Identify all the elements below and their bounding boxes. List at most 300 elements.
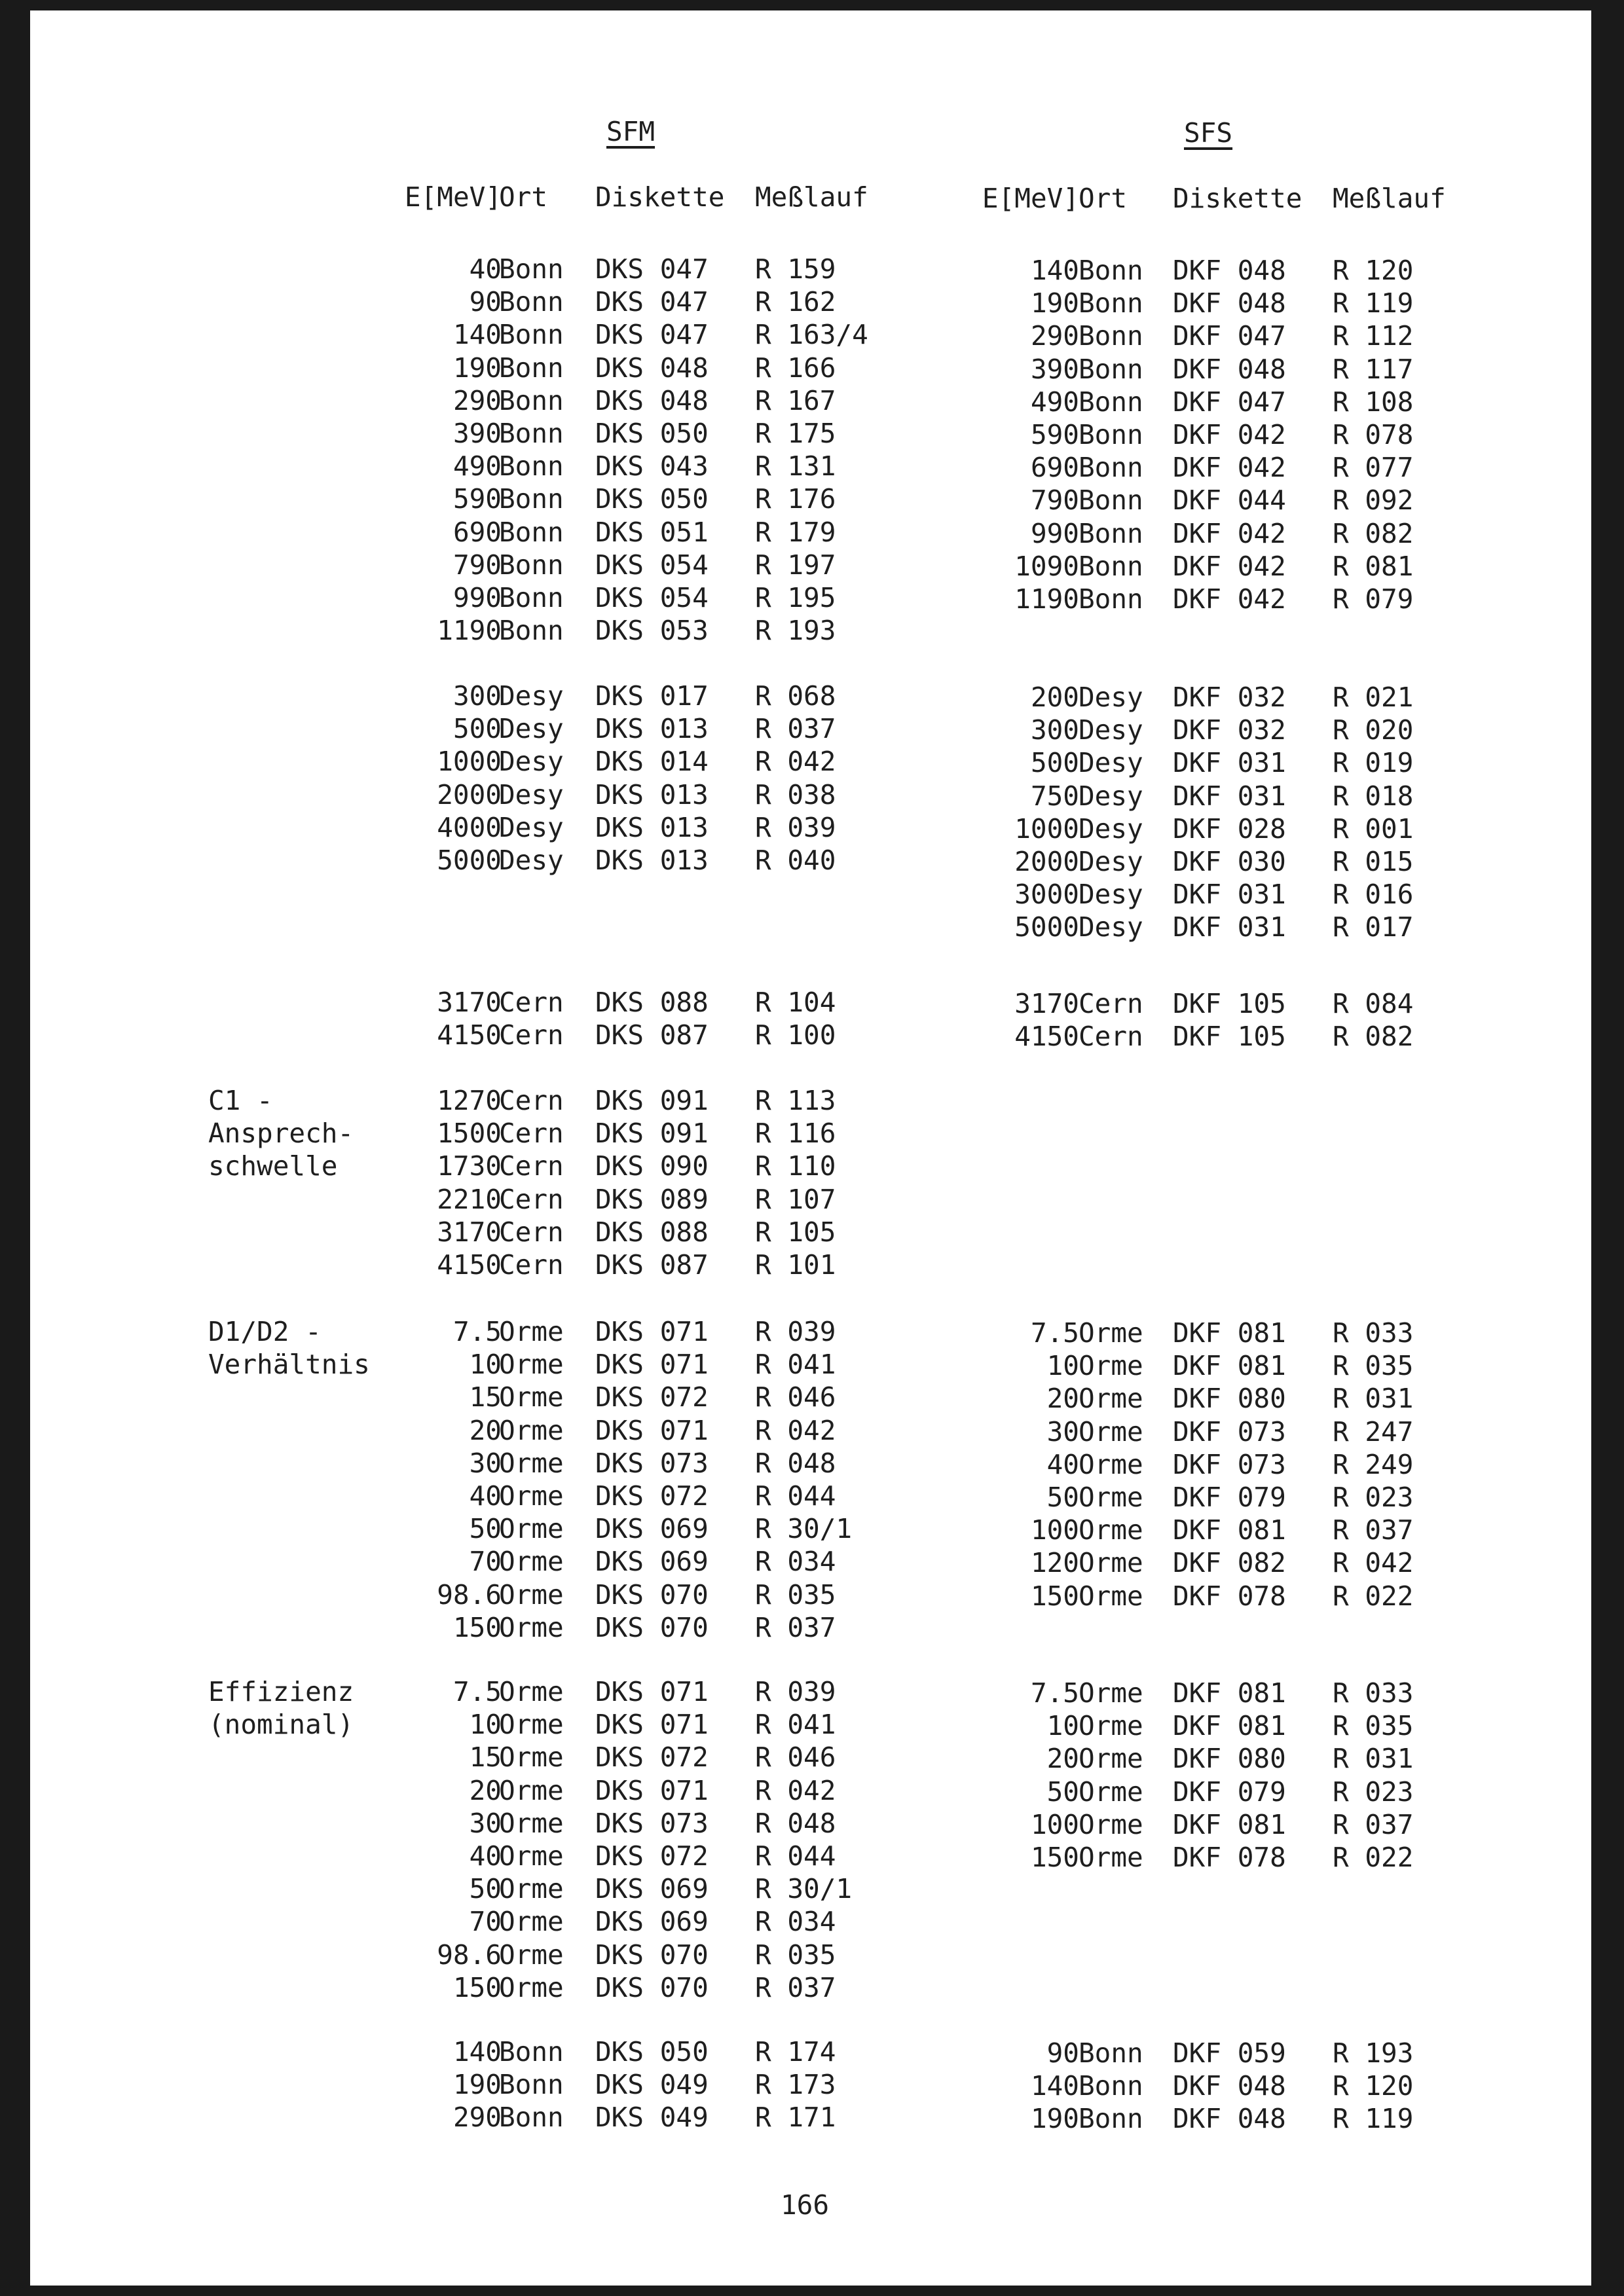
section-label: (nominal) [208, 1709, 354, 1741]
sfm-messlauf-cell: R 042 [755, 746, 836, 778]
sfs-ort-cell: Bonn [1079, 419, 1143, 450]
sfs-messlauf-cell: R 035 [1333, 1350, 1414, 1382]
sfm-ort-cell: Desy [499, 746, 564, 778]
sfm-energy-cell: 1270 [437, 1085, 502, 1116]
sfs-messlauf-cell: R 031 [1333, 1743, 1414, 1775]
sfs-energy-cell: 2000 [1014, 846, 1079, 877]
sfs-messlauf-cell: R 249 [1333, 1448, 1414, 1480]
sfm-diskette-cell: DKS 047 [595, 319, 709, 351]
sfs-energy-cell: 790 [1030, 484, 1079, 517]
section-label: Ansprech- [208, 1118, 354, 1150]
sfm-diskette-cell: DKS 072 [595, 1840, 709, 1872]
sfm-diskette-cell: DKS 048 [595, 352, 709, 384]
sfm-diskette-cell: DKS 070 [595, 1939, 709, 1971]
sfs-ort-cell: Bonn [1079, 353, 1143, 385]
sfm-energy-cell: 290 [452, 384, 502, 416]
sfs-messlauf-cell: R 035 [1333, 1710, 1414, 1742]
sfm-diskette-cell: DKS 070 [595, 1611, 709, 1643]
sfm-diskette-cell: DKS 069 [595, 1546, 709, 1578]
sfs-ort-cell: Orme [1079, 1350, 1143, 1382]
sfm-diskette-cell: DKS 014 [595, 746, 709, 778]
sfs-ort-cell: Orme [1079, 1415, 1143, 1448]
sfs-ort-cell: Bonn [1079, 320, 1143, 352]
sfs-ort-cell: Bonn [1079, 583, 1143, 615]
sfm-messlauf-cell: R 041 [755, 1349, 836, 1381]
sfs-energy-cell: 10 [1046, 1350, 1079, 1382]
sfm-messlauf-cell: R 034 [755, 1906, 836, 1938]
sfm-col-messlauf: Meßlauf [755, 181, 868, 213]
sfs-diskette-cell: DKF 042 [1173, 550, 1286, 582]
sfs-messlauf-cell: R 081 [1333, 550, 1414, 582]
sfm-energy-cell: 990 [452, 582, 502, 613]
sfm-ort-cell: Bonn [499, 352, 564, 384]
sfm-diskette-cell: DKS 051 [595, 516, 709, 548]
sfs-energy-cell: 20 [1046, 1383, 1079, 1415]
sfs-energy-cell: 1190 [1014, 583, 1079, 615]
sfm-ort-cell: Desy [499, 713, 564, 745]
sfs-diskette-cell: DKF 079 [1173, 1776, 1286, 1808]
page-number: 166 [781, 2189, 830, 2221]
sfs-diskette-cell: DKF 073 [1173, 1448, 1286, 1480]
sfs-ort-cell: Bonn [1079, 484, 1143, 517]
sfm-diskette-cell: DKS 088 [595, 987, 709, 1018]
sfm-diskette-cell: DKS 049 [595, 2069, 709, 2101]
sfm-energy-cell: 690 [452, 516, 502, 548]
sfm-ort-cell: Orme [499, 1709, 564, 1741]
sfs-energy-cell: 490 [1030, 386, 1079, 418]
sfs-messlauf-cell: R 092 [1333, 484, 1414, 517]
sfm-energy-cell: 7.5 [452, 1676, 502, 1707]
sfm-ort-cell: Orme [499, 1611, 564, 1643]
sfm-energy-cell: 4150 [437, 1019, 502, 1051]
sfs-diskette-cell: DKF 082 [1173, 1547, 1286, 1579]
sfm-energy-cell: 50 [469, 1513, 502, 1545]
sfs-energy-cell: 300 [1030, 714, 1079, 746]
sfs-diskette-cell: DKF 078 [1173, 1842, 1286, 1873]
sfs-messlauf-cell: R 016 [1333, 879, 1414, 911]
sfm-messlauf-cell: R 068 [755, 680, 836, 712]
sfs-energy-cell: 50 [1046, 1482, 1079, 1513]
sfs-ort-cell: Cern [1079, 1021, 1143, 1053]
sfm-ort-cell: Orme [499, 1447, 564, 1479]
sfs-diskette-cell: DKF 048 [1173, 287, 1286, 319]
sfm-ort-cell: Bonn [499, 582, 564, 613]
sfs-diskette-cell: DKF 080 [1173, 1743, 1286, 1775]
sfs-diskette-cell: DKF 048 [1173, 353, 1286, 385]
sfm-ort-cell: Orme [499, 1513, 564, 1545]
sfs-energy-cell: 20 [1046, 1743, 1079, 1775]
sfs-col-energy: E[MeV] [982, 183, 1079, 214]
sfm-messlauf-cell: R 197 [755, 549, 836, 581]
sfm-energy-cell: 90 [469, 286, 502, 318]
sfs-messlauf-cell: R 042 [1333, 1547, 1414, 1579]
sfs-energy-cell: 10 [1046, 1710, 1079, 1742]
sfs-messlauf-cell: R 120 [1333, 2070, 1414, 2102]
sfm-ort-cell: Desy [499, 811, 564, 843]
sfs-ort-cell: Desy [1079, 812, 1143, 845]
sfm-ort-cell: Orme [499, 1381, 564, 1413]
sfm-messlauf-cell: R 046 [755, 1381, 836, 1413]
sfm-energy-cell: 190 [452, 2069, 502, 2101]
section-label: schwelle [208, 1150, 338, 1182]
sfm-messlauf-cell: R 104 [755, 987, 836, 1018]
sfm-messlauf-cell: R 041 [755, 1709, 836, 1741]
sfm-diskette-cell: DKS 050 [595, 418, 709, 449]
sfm-ort-cell: Orme [499, 1414, 564, 1446]
sfs-ort-cell: Bonn [1079, 550, 1143, 582]
sfm-diskette-cell: DKS 088 [595, 1216, 709, 1248]
sfs-energy-cell: 990 [1030, 517, 1079, 549]
sfs-ort-cell: Bonn [1079, 2070, 1143, 2102]
sfs-diskette-cell: DKF 079 [1173, 1482, 1286, 1513]
sfs-energy-cell: 40 [1046, 1448, 1079, 1480]
sfm-messlauf-cell: R 167 [755, 384, 836, 416]
sfm-ort-cell: Orme [499, 1873, 564, 1905]
sfm-energy-cell: 1190 [437, 615, 502, 647]
sfm-messlauf-cell: R 100 [755, 1019, 836, 1051]
sfs-messlauf-cell: R 077 [1333, 452, 1414, 484]
sfm-energy-cell: 50 [469, 1873, 502, 1905]
sfm-energy-cell: 70 [469, 1906, 502, 1938]
sfs-energy-cell: 4150 [1014, 1021, 1079, 1053]
sfm-messlauf-cell: R 035 [755, 1939, 836, 1971]
sfm-energy-cell: 15 [469, 1741, 502, 1774]
sfs-messlauf-cell: R 031 [1333, 1383, 1414, 1415]
sfs-ort-cell: Cern [1079, 988, 1143, 1019]
sfm-diskette-cell: DKS 048 [595, 384, 709, 416]
sfs-ort-cell: Orme [1079, 1317, 1143, 1349]
sfm-diskette-cell: DKS 017 [595, 680, 709, 712]
sfm-messlauf-cell: R 105 [755, 1216, 836, 1248]
sfm-energy-cell: 20 [469, 1774, 502, 1806]
sfm-diskette-cell: DKS 013 [595, 845, 709, 876]
sfs-energy-cell: 190 [1030, 2103, 1079, 2135]
sfm-col-diskette: Diskette [595, 181, 725, 213]
sfm-energy-cell: 590 [452, 483, 502, 515]
sfs-energy-cell: 150 [1030, 1842, 1079, 1873]
sfs-ort-cell: Desy [1079, 682, 1143, 713]
sfs-energy-cell: 7.5 [1030, 1677, 1079, 1709]
sfm-energy-cell: 300 [452, 680, 502, 712]
sfm-ort-cell: Bonn [499, 384, 564, 416]
sfs-diskette-cell: DKF 080 [1173, 1383, 1286, 1415]
sfs-messlauf-cell: R 033 [1333, 1317, 1414, 1349]
sfs-diskette-cell: DKF 042 [1173, 452, 1286, 484]
sfm-messlauf-cell: R 037 [755, 1611, 836, 1643]
sfm-ort-cell: Desy [499, 778, 564, 811]
sfm-energy-cell: 1000 [437, 746, 502, 778]
sfs-messlauf-cell: R 247 [1333, 1415, 1414, 1448]
sfm-messlauf-cell: R 039 [755, 811, 836, 843]
sfs-diskette-cell: DKF 031 [1173, 780, 1286, 812]
sfm-diskette-cell: DKS 072 [595, 1480, 709, 1512]
sfm-ort-cell: Bonn [499, 516, 564, 548]
section-label: Verhältnis [208, 1349, 370, 1381]
sfs-col-ort: Ort [1079, 183, 1128, 214]
sfs-diskette-cell: DKF 031 [1173, 747, 1286, 779]
sfs-messlauf-cell: R 078 [1333, 419, 1414, 450]
sfs-diskette-cell: DKF 081 [1173, 1677, 1286, 1709]
sfs-energy-cell: 3000 [1014, 879, 1079, 911]
sfm-ort-cell: Bonn [499, 286, 564, 318]
sfm-messlauf-cell: R 038 [755, 778, 836, 811]
sfs-ort-cell: Orme [1079, 1743, 1143, 1775]
sfm-ort-cell: Orme [499, 1741, 564, 1774]
sfm-messlauf-cell: R 042 [755, 1774, 836, 1806]
sfs-energy-cell: 90 [1046, 2037, 1079, 2069]
sfm-ort-cell: Cern [499, 1085, 564, 1116]
sfm-ort-cell: Cern [499, 987, 564, 1018]
sfm-diskette-cell: DKS 054 [595, 549, 709, 581]
sfm-ort-cell: Bonn [499, 319, 564, 351]
sfs-energy-cell: 500 [1030, 747, 1079, 779]
sfm-messlauf-cell: R 163/4 [755, 319, 868, 351]
sfm-energy-cell: 3170 [437, 1216, 502, 1248]
sfs-col-messlauf: Meßlauf [1333, 183, 1446, 214]
sfs-title: SFS [1184, 117, 1233, 149]
sfm-messlauf-cell: R 039 [755, 1676, 836, 1707]
sfm-diskette-cell: DKS 071 [595, 1774, 709, 1806]
sfs-diskette-cell: DKF 081 [1173, 1808, 1286, 1840]
sfm-ort-cell: Bonn [499, 2102, 564, 2134]
sfm-energy-cell: 490 [452, 450, 502, 483]
sfm-messlauf-cell: R 166 [755, 352, 836, 384]
sfm-energy-cell: 2210 [437, 1183, 502, 1215]
sfs-ort-cell: Desy [1079, 879, 1143, 911]
section-label: D1/D2 - [208, 1316, 322, 1347]
sfm-messlauf-cell: R 034 [755, 1546, 836, 1578]
sfm-energy-cell: 390 [452, 418, 502, 449]
sfs-ort-cell: Bonn [1079, 452, 1143, 484]
sfs-diskette-cell: DKF 042 [1173, 583, 1286, 615]
sfs-ort-cell: Desy [1079, 780, 1143, 812]
document-page [30, 10, 1591, 2286]
sfm-messlauf-cell: R 039 [755, 1316, 836, 1347]
sfm-messlauf-cell: R 040 [755, 845, 836, 876]
sfs-energy-cell: 690 [1030, 452, 1079, 484]
sfs-energy-cell: 7.5 [1030, 1317, 1079, 1349]
sfs-ort-cell: Desy [1079, 714, 1143, 746]
sfm-messlauf-cell: R 179 [755, 516, 836, 548]
sfm-messlauf-cell: R 110 [755, 1150, 836, 1182]
sfm-energy-cell: 2000 [437, 778, 502, 811]
sfm-diskette-cell: DKS 013 [595, 713, 709, 745]
sfs-messlauf-cell: R 037 [1333, 1514, 1414, 1546]
sfs-energy-cell: 150 [1030, 1580, 1079, 1612]
sfs-ort-cell: Orme [1079, 1776, 1143, 1808]
sfs-energy-cell: 120 [1030, 1547, 1079, 1579]
sfm-diskette-cell: DKS 053 [595, 615, 709, 647]
sfs-messlauf-cell: R 001 [1333, 812, 1414, 845]
sfm-ort-cell: Cern [499, 1150, 564, 1182]
sfm-diskette-cell: DKS 050 [595, 2036, 709, 2068]
sfs-ort-cell: Bonn [1079, 255, 1143, 286]
sfm-messlauf-cell: R 048 [755, 1447, 836, 1479]
sfs-messlauf-cell: R 017 [1333, 911, 1414, 943]
sfm-diskette-cell: DKS 087 [595, 1249, 709, 1281]
sfs-messlauf-cell: R 037 [1333, 1808, 1414, 1840]
sfs-ort-cell: Orme [1079, 1710, 1143, 1742]
sfm-messlauf-cell: R 195 [755, 582, 836, 613]
sfs-energy-cell: 100 [1030, 1514, 1079, 1546]
sfs-messlauf-cell: R 022 [1333, 1580, 1414, 1612]
sfs-diskette-cell: DKF 031 [1173, 911, 1286, 943]
sfs-messlauf-cell: R 079 [1333, 583, 1414, 615]
sfs-messlauf-cell: R 033 [1333, 1677, 1414, 1709]
sfs-messlauf-cell: R 082 [1333, 517, 1414, 549]
sfm-energy-cell: 4150 [437, 1249, 502, 1281]
sfs-ort-cell: Desy [1079, 911, 1143, 943]
sfm-ort-cell: Orme [499, 1349, 564, 1381]
sfm-energy-cell: 190 [452, 352, 502, 384]
sfm-ort-cell: Bonn [499, 253, 564, 285]
sfs-ort-cell: Bonn [1079, 2103, 1143, 2135]
sfm-diskette-cell: DKS 049 [595, 2102, 709, 2134]
sfs-diskette-cell: DKF 081 [1173, 1317, 1286, 1349]
sfs-ort-cell: Orme [1079, 1514, 1143, 1546]
sfs-messlauf-cell: R 117 [1333, 353, 1414, 385]
sfs-ort-cell: Orme [1079, 1547, 1143, 1579]
sfm-energy-cell: 40 [469, 1840, 502, 1872]
sfm-ort-cell: Bonn [499, 483, 564, 515]
sfm-ort-cell: Cern [499, 1019, 564, 1051]
sfm-energy-cell: 150 [452, 1971, 502, 2003]
sfm-ort-cell: Cern [499, 1118, 564, 1150]
sfs-diskette-cell: DKF 078 [1173, 1580, 1286, 1612]
sfm-col-ort: Ort [499, 181, 548, 213]
sfm-diskette-cell: DKS 069 [595, 1513, 709, 1545]
sfm-messlauf-cell: R 044 [755, 1840, 836, 1872]
sfs-messlauf-cell: R 193 [1333, 2037, 1414, 2069]
sfm-messlauf-cell: R 116 [755, 1118, 836, 1150]
sfm-diskette-cell: DKS 073 [595, 1447, 709, 1479]
sfm-col-energy: E[MeV] [404, 181, 502, 213]
sfm-messlauf-cell: R 159 [755, 253, 836, 285]
sfm-messlauf-cell: R 173 [755, 2069, 836, 2101]
sfm-diskette-cell: DKS 047 [595, 253, 709, 285]
sfs-diskette-cell: DKF 032 [1173, 682, 1286, 713]
sfm-messlauf-cell: R 107 [755, 1183, 836, 1215]
sfm-ort-cell: Orme [499, 1906, 564, 1938]
sfm-messlauf-cell: R 037 [755, 713, 836, 745]
sfs-messlauf-cell: R 082 [1333, 1021, 1414, 1053]
sfs-ort-cell: Bonn [1079, 2037, 1143, 2069]
sfm-energy-cell: 140 [452, 2036, 502, 2068]
section-label: Effizienz [208, 1676, 354, 1707]
sfm-diskette-cell: DKS 071 [595, 1316, 709, 1347]
sfm-energy-cell: 150 [452, 1611, 502, 1643]
sfs-col-diskette: Diskette [1173, 183, 1302, 214]
sfm-energy-cell: 98.6 [437, 1939, 502, 1971]
sfs-diskette-cell: DKF 105 [1173, 1021, 1286, 1053]
sfs-ort-cell: Bonn [1079, 386, 1143, 418]
sfm-ort-cell: Cern [499, 1183, 564, 1215]
sfm-diskette-cell: DKS 072 [595, 1381, 709, 1413]
sfm-messlauf-cell: R 176 [755, 483, 836, 515]
sfs-diskette-cell: DKF 031 [1173, 879, 1286, 911]
sfs-diskette-cell: DKF 048 [1173, 2070, 1286, 2102]
sfm-diskette-cell: DKS 071 [595, 1349, 709, 1381]
sfs-diskette-cell: DKF 047 [1173, 320, 1286, 352]
sfs-ort-cell: Orme [1079, 1677, 1143, 1709]
sfm-diskette-cell: DKS 070 [595, 1578, 709, 1611]
sfm-energy-cell: 290 [452, 2102, 502, 2134]
sfm-diskette-cell: DKS 043 [595, 450, 709, 483]
sfm-ort-cell: Orme [499, 1316, 564, 1347]
sfs-messlauf-cell: R 015 [1333, 846, 1414, 877]
sfm-title: SFM [606, 116, 655, 147]
sfm-energy-cell: 4000 [437, 811, 502, 843]
sfs-messlauf-cell: R 120 [1333, 255, 1414, 286]
sfm-energy-cell: 30 [469, 1447, 502, 1479]
sfm-ort-cell: Orme [499, 1807, 564, 1839]
sfm-diskette-cell: DKS 013 [595, 778, 709, 811]
sfm-messlauf-cell: R 30/1 [755, 1873, 853, 1905]
sfm-messlauf-cell: R 035 [755, 1578, 836, 1611]
sfm-energy-cell: 10 [469, 1709, 502, 1741]
sfs-ort-cell: Bonn [1079, 287, 1143, 319]
sfm-ort-cell: Orme [499, 1676, 564, 1707]
sfs-messlauf-cell: R 108 [1333, 386, 1414, 418]
sfs-ort-cell: Desy [1079, 846, 1143, 877]
sfs-energy-cell: 140 [1030, 2070, 1079, 2102]
sfm-diskette-cell: DKS 087 [595, 1019, 709, 1051]
sfs-energy-cell: 750 [1030, 780, 1079, 812]
sfm-messlauf-cell: R 037 [755, 1971, 836, 2003]
sfs-ort-cell: Orme [1079, 1482, 1143, 1513]
sfm-messlauf-cell: R 174 [755, 2036, 836, 2068]
sfm-diskette-cell: DKS 071 [595, 1709, 709, 1741]
sfs-diskette-cell: DKF 042 [1173, 517, 1286, 549]
sfm-messlauf-cell: R 171 [755, 2102, 836, 2134]
sfm-diskette-cell: DKS 091 [595, 1118, 709, 1150]
sfm-messlauf-cell: R 042 [755, 1414, 836, 1446]
sfs-messlauf-cell: R 119 [1333, 287, 1414, 319]
sfm-diskette-cell: DKS 091 [595, 1085, 709, 1116]
sfm-ort-cell: Orme [499, 1840, 564, 1872]
sfm-diskette-cell: DKS 072 [595, 1741, 709, 1774]
sfm-diskette-cell: DKS 050 [595, 483, 709, 515]
sfm-messlauf-cell: R 113 [755, 1085, 836, 1116]
sfm-diskette-cell: DKS 073 [595, 1807, 709, 1839]
sfm-diskette-cell: DKS 069 [595, 1873, 709, 1905]
sfs-energy-cell: 190 [1030, 287, 1079, 319]
sfm-energy-cell: 40 [469, 1480, 502, 1512]
sfs-diskette-cell: DKF 044 [1173, 484, 1286, 517]
sfs-diskette-cell: DKF 073 [1173, 1415, 1286, 1448]
sfm-diskette-cell: DKS 069 [595, 1906, 709, 1938]
sfm-energy-cell: 7.5 [452, 1316, 502, 1347]
sfm-ort-cell: Desy [499, 845, 564, 876]
sfs-messlauf-cell: R 119 [1333, 2103, 1414, 2135]
section-label: C1 - [208, 1085, 273, 1116]
sfs-energy-cell: 30 [1046, 1415, 1079, 1448]
sfm-ort-cell: Bonn [499, 549, 564, 581]
sfm-ort-cell: Orme [499, 1546, 564, 1578]
sfs-diskette-cell: DKF 032 [1173, 714, 1286, 746]
sfs-energy-cell: 5000 [1014, 911, 1079, 943]
sfm-messlauf-cell: R 193 [755, 615, 836, 647]
sfs-ort-cell: Desy [1079, 747, 1143, 779]
sfs-energy-cell: 390 [1030, 353, 1079, 385]
sfm-messlauf-cell: R 131 [755, 450, 836, 483]
sfm-diskette-cell: DKS 047 [595, 286, 709, 318]
sfs-ort-cell: Orme [1079, 1448, 1143, 1480]
sfm-ort-cell: Cern [499, 1249, 564, 1281]
sfs-diskette-cell: DKF 081 [1173, 1514, 1286, 1546]
sfs-messlauf-cell: R 023 [1333, 1776, 1414, 1808]
sfm-ort-cell: Desy [499, 680, 564, 712]
